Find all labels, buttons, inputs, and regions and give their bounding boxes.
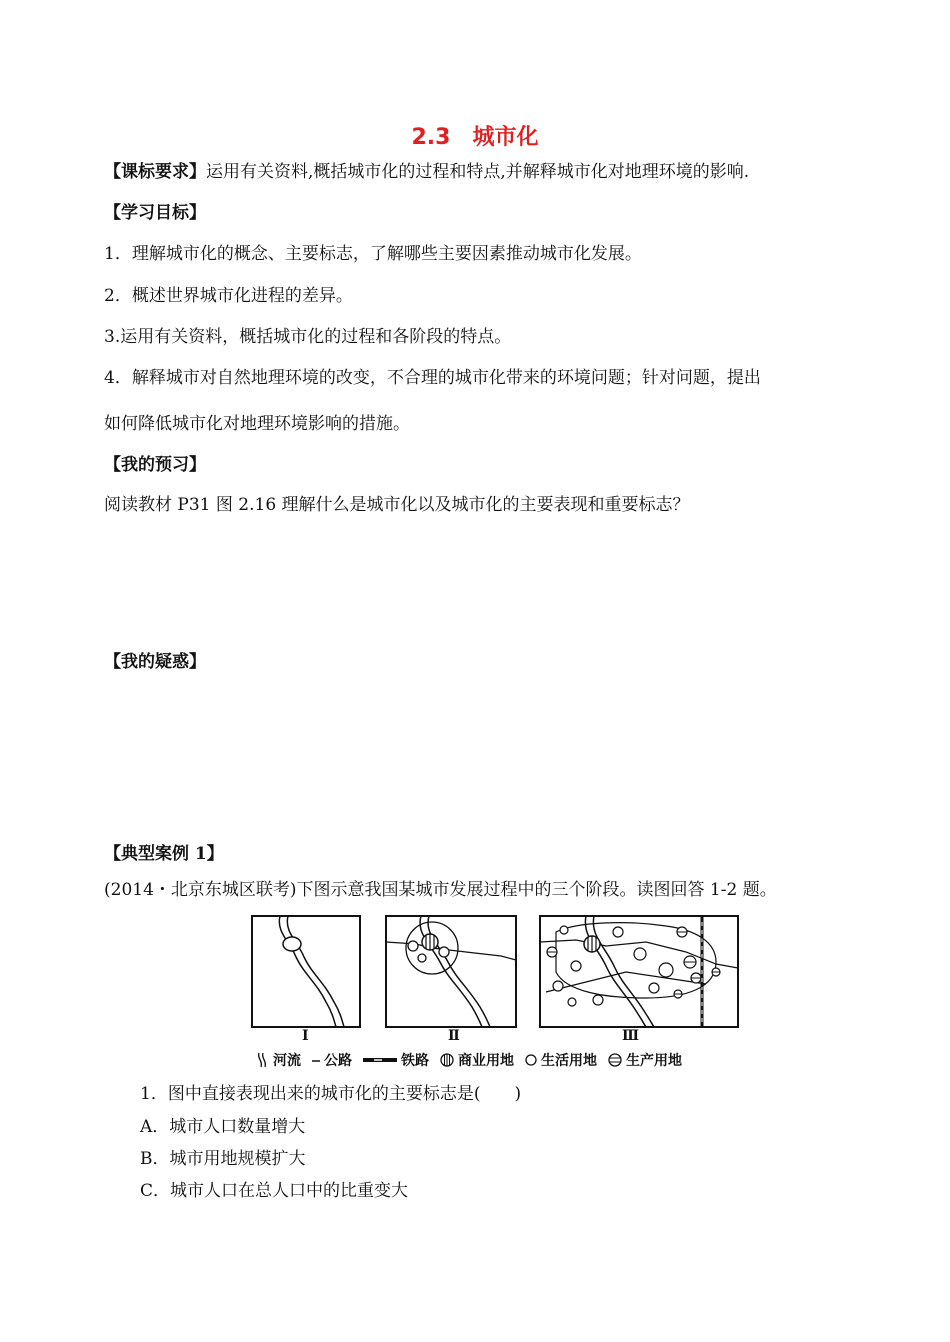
- page-title: 2.3 城市化: [411, 125, 539, 150]
- legend-railway: 铁路: [362, 1050, 429, 1070]
- legend-road: 公路: [311, 1050, 352, 1070]
- stage-1-label: Ⅰ: [302, 1028, 309, 1044]
- railway-icon: [362, 1052, 398, 1068]
- city-stages-figure: [246, 912, 746, 1072]
- objective-item-4: 4．解释城市对自然地理环境的改变，不合理的城市化带来的环境问题；针对问题，提出: [104, 368, 761, 388]
- river-icon: [256, 1052, 270, 1068]
- legend-river: 河流: [256, 1050, 301, 1070]
- case-heading: 【典型案例 1】: [104, 844, 224, 864]
- residential-land-icon: [524, 1052, 538, 1068]
- objectives-heading: 【学习目标】: [104, 203, 206, 223]
- stage-3-map: [540, 916, 738, 1027]
- curriculum-requirement: [104, 164, 749, 181]
- option-a: A．城市人口数量增大: [140, 1117, 306, 1137]
- curriculum-text: 运用有关资料,概括城市化的过程和特点,并解释城市化对地理环境的影响.: [206, 162, 750, 182]
- option-b: B．城市用地规模扩大: [140, 1149, 306, 1169]
- commercial-land-icon: [439, 1052, 455, 1068]
- stage-2-label: Ⅱ: [448, 1028, 460, 1044]
- curriculum-label: 【课标要求】: [104, 162, 206, 182]
- legend-industrial: 生产用地: [607, 1050, 682, 1070]
- legend-commercial: 商业用地: [439, 1050, 514, 1070]
- preview-heading: 【我的预习】: [104, 455, 206, 475]
- question-1: 1．图中直接表现出来的城市化的主要标志是( ): [140, 1084, 522, 1104]
- doubts-heading: 【我的疑惑】: [104, 652, 206, 672]
- objective-item-2: 2．概述世界城市化进程的差异。: [104, 286, 353, 306]
- figure-legend: [256, 1050, 682, 1070]
- industrial-land-icon: [607, 1052, 623, 1068]
- stage-2-map: [386, 916, 516, 1027]
- preview-text: 阅读教材 P31 图 2.16 理解什么是城市化以及城市化的主要表现和重要标志？: [104, 495, 690, 515]
- objective-item-1: 1．理解城市化的概念、主要标志，了解哪些主要因素推动城市化发展。: [104, 244, 642, 264]
- legend-residential: 生活用地: [524, 1050, 597, 1070]
- stage-1-map: [252, 916, 360, 1027]
- objective-item-3: 3.运用有关资料，概括城市化的过程和各阶段的特点。: [104, 327, 512, 347]
- stage-3-label: Ⅲ: [622, 1028, 640, 1044]
- option-c: C．城市人口在总人口中的比重变大: [140, 1181, 409, 1201]
- road-icon: [311, 1052, 321, 1068]
- objective-item-4-cont: 如何降低城市化对地理环境影响的措施。: [104, 414, 410, 434]
- case-intro: (2014・北京东城区联考)下图示意我国某城市发展过程中的三个阶段。读图回答 1-2 题。: [104, 880, 777, 900]
